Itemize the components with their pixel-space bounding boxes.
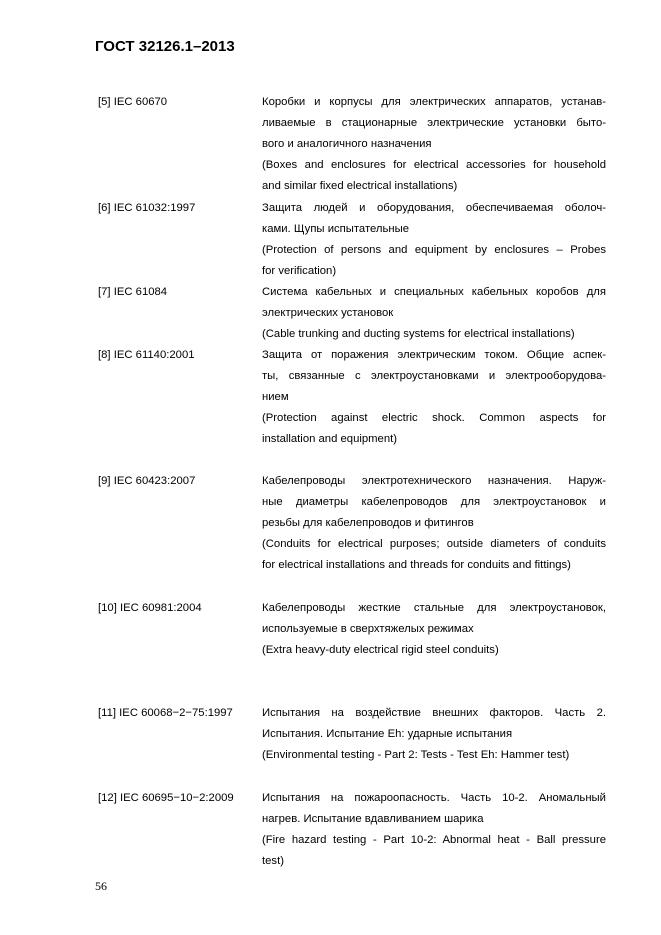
reference-entry [98, 703, 606, 788]
description-line: нагрев. Испытание вдавливанием шарика [262, 813, 484, 825]
description-line: Испытания на пожароопасность. Часть 10-2. Аномальный [262, 792, 606, 804]
reference-description [262, 703, 606, 766]
description-line: (Extra heavy-duty electrical rigid steel conduits) [262, 644, 499, 656]
description-line: электрических установок [262, 307, 394, 319]
reference-description [262, 92, 606, 197]
reference-id: [8] IEC 61140:2001 [98, 349, 195, 361]
reference-id: [10] IEC 60981:2004 [98, 602, 202, 614]
description-line: Система кабельных и специальных кабельных коробов для [262, 286, 606, 298]
reference-entry [98, 598, 606, 703]
description-line: Защита от поражения электрическим током. Общие аспек- [262, 349, 606, 361]
description-line: (Boxes and enclosures for electrical accessories for household [262, 159, 606, 171]
page-header [95, 38, 235, 55]
description-line: (Environmental testing - Part 2: Tests - Test Eh: Hammer test) [262, 749, 570, 761]
reference-id: [5] IEC 60670 [98, 96, 168, 108]
description-line: (Cable trunking and ducting systems for electrical installations) [262, 328, 575, 340]
reference-id: [11] IEC 60068−2−75:1997 [98, 707, 233, 719]
reference-description [262, 345, 606, 450]
description-line: ные диаметры кабелепроводов для электроустановок и [262, 496, 606, 508]
reference-description [262, 471, 606, 576]
description-line: installation and equipment) [262, 433, 398, 445]
description-line: нием [262, 391, 289, 403]
reference-description [262, 788, 606, 872]
description-line: резьбы для кабелепроводов и фитингов [262, 517, 474, 529]
reference-entry [98, 345, 606, 471]
description-line: Кабелепроводы электротехнического назначения. Наруж- [262, 475, 606, 487]
description-line: ливаемые в стационарные электрические установки быто- [262, 117, 606, 129]
description-line: (Conduits for electrical purposes; outside diameters of conduits [262, 538, 606, 550]
description-line: and similar fixed electrical installations) [262, 180, 458, 192]
description-line: Кабелепроводы жесткие стальные для электроустановок, [262, 602, 606, 614]
reference-entry [98, 788, 606, 872]
page-number: 56 [95, 879, 107, 893]
reference-id: [7] IEC 61084 [98, 286, 168, 298]
description-line: ками. Щупы испытательные [262, 223, 410, 235]
reference-id: [6] IEC 61032:1997 [98, 202, 196, 214]
reference-entry [98, 471, 606, 598]
description-line: for electrical installations and threads for conduits and fittings) [262, 559, 571, 571]
reference-id: [9] IEC 60423:2007 [98, 475, 196, 487]
description-line: (Protection against electric shock. Common aspects for [262, 412, 606, 424]
description-line: (Fire hazard testing - Part 10-2: Abnormal heat - Ball pressure [262, 834, 606, 846]
description-line: Коробки и корпусы для электрических аппаратов, устанав- [262, 96, 606, 108]
reference-entry [98, 198, 606, 282]
description-line: for verification) [262, 265, 337, 277]
description-line: (Protection of persons and equipment by enclosures – Probes [262, 244, 606, 256]
reference-description [262, 282, 606, 345]
reference-description [262, 598, 606, 661]
description-line: вого и аналогичного назначения [262, 138, 432, 150]
reference-id: [12] IEC 60695−10−2:2009 [98, 792, 234, 804]
document-title: ГОСТ 32126.1–2013 [95, 38, 235, 55]
references-list [98, 92, 606, 872]
reference-entry [98, 92, 606, 198]
description-line: ты, связанные с электроустановками и электрооборудова- [262, 370, 606, 382]
description-line: test) [262, 855, 284, 867]
description-line: Испытания. Испытание Eh: ударные испытания [262, 728, 513, 740]
description-line: Испытания на воздействие внешних факторов. Часть 2. [262, 707, 606, 719]
description-line: Защита людей и оборудования, обеспечиваемая оболоч- [262, 202, 606, 214]
reference-description [262, 198, 606, 282]
description-line: используемые в сверхтяжелых режимах [262, 623, 474, 635]
reference-entry [98, 282, 606, 345]
